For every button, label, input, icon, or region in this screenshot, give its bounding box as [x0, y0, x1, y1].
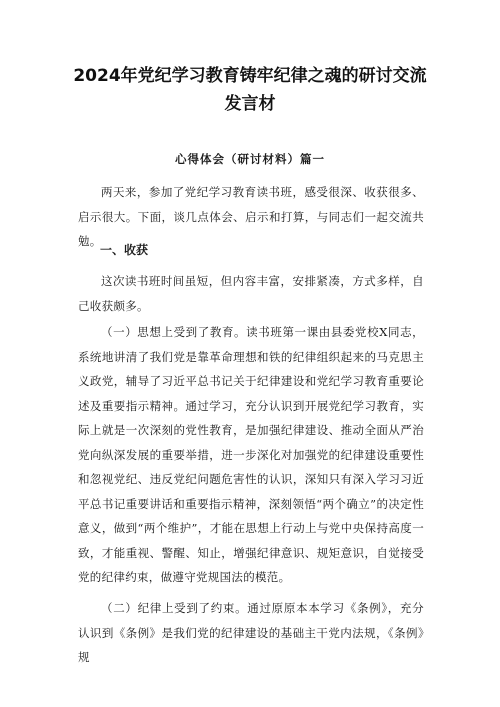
heading-gains: 一、收获 — [100, 243, 149, 257]
document-title: 2024年党纪学习教育铸牢纪律之魂的研讨交流发言材 — [73, 66, 427, 114]
point-one-paragraph: （一）思想上受到了教育。读书班第一课由县委党校X同志，系统地讲清了我们党是靠革命理想和铁的纪律组织起来的马克思主义政党，辅导了习近平总书记关于纪律建设和党纪学习教育重要论述及重要指示精神。通过学习，充分认识到开展党纪学习教育，实际上就是一次深刻的党性教育，是加强纪律建设、推动全面从严治党向纵深发展的重要举措，进一步深化对加强党的纪律建设重要性和忽视党纪、违反党纪问题危害性的认识，深知只有深入学习习近平总书记重要讲话和重要指示精神，深刻领悟“两个确立”的决定性意义，做到“两个维护”，才能在思想上行动上与党中央保持高度一致，才能重视、警醒、知止，增强纪律意识、规矩意识，自觉接受党的纪律约束，做遵守党规国法的模范。 — [78, 325, 424, 584]
intro-paragraph: 两天来，参加了党纪学习教育读书班，感受很深、收获很多、启示很大。下面，谈几点体会、启示和打算，与同志们一起交流共勉。 — [78, 185, 424, 248]
section-heading: 心得体会（研讨材料）篇一 — [175, 152, 325, 166]
point-two-paragraph: （二）纪律上受到了约束。通过原原本本学习《条例》，充分认识到《条例》是我们党的纪律建设的基础主干党内法规，《条例》规 — [78, 601, 424, 664]
gains-summary-paragraph: 这次读书班时间虽短，但内容丰富，安排紧凑，方式多样，自己收获颇多。 — [78, 274, 424, 313]
